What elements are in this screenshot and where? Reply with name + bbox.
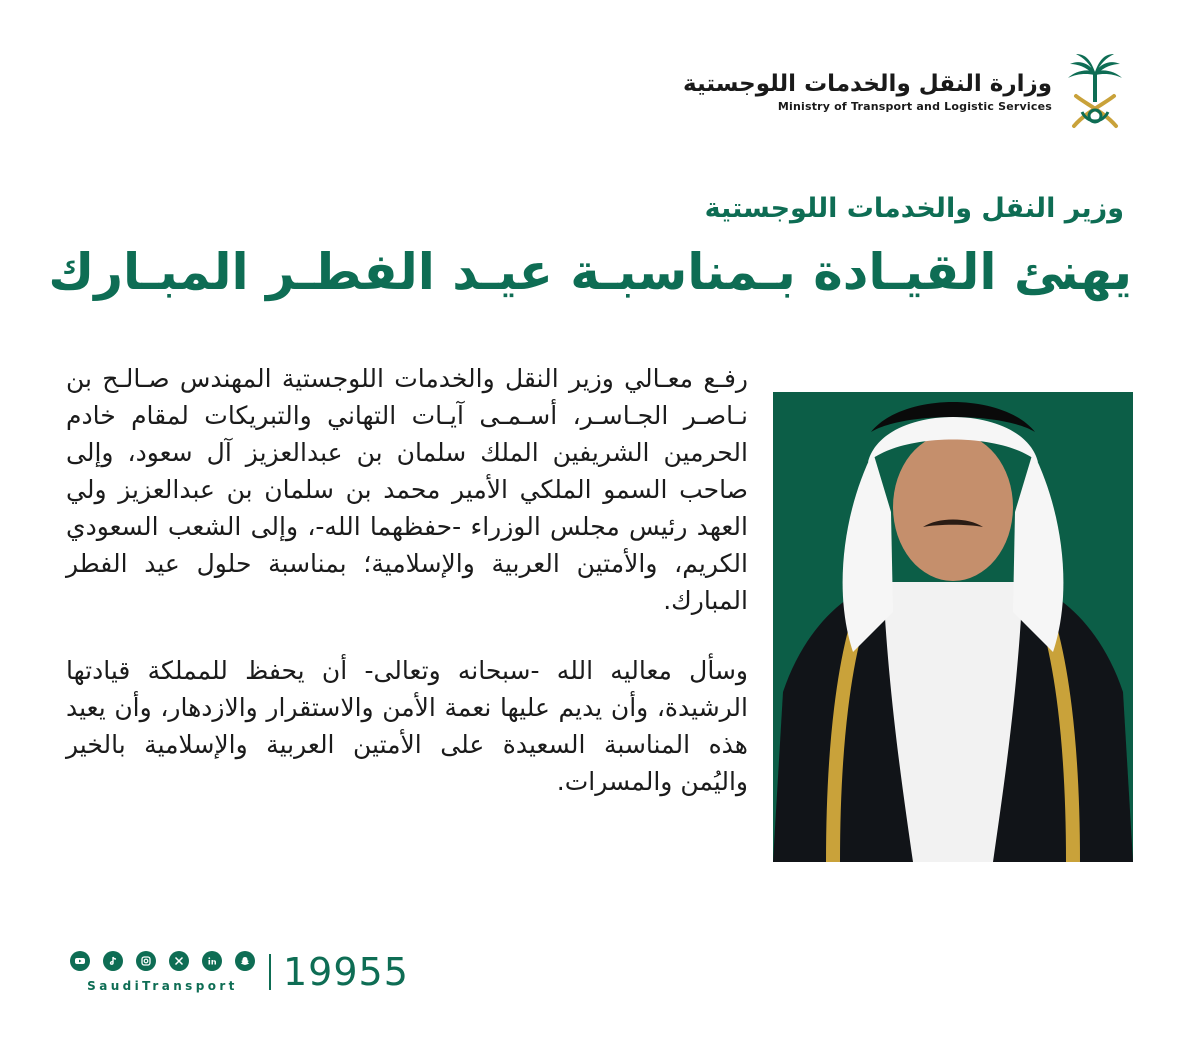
body-paragraph-2: وسأل معاليه الله -سبحانه وتعالى- أن يحفظ للمملكة قيادتها الرشيدة، وأن يديم عليها نعمة الأمن والاستقرار والازدهار، وأن يعيد هذه المناسبة السعيدة على الأمتين العربية والإسلامية بالخير واليُمن والمسرات. <box>66 656 748 796</box>
palm-swords-emblem-icon <box>1066 52 1124 132</box>
minister-portrait-photo <box>773 392 1133 862</box>
body-paragraph-1: رفـع معـالي وزير النقل والخدمات اللوجستية المهندس صـالـح بن نـاصـر الجـاسـر، أسـمـى آيـات التهاني والتبريكات لمقام خادم الحرمين الشريفين الملك سلمان بن عبدالعزيز آل سعود، وإلى صاحب السمو الملكي الأمير محمد بن سلمان بن عبدالعزيز ولي العهد رئيس مجلس الوزراء -حفظهما الله-، وإلى الشعب السعودي الكريم، والأمتين العربية والإسلامية؛ بمناسبة حلول عيد الفطر المبارك. <box>66 364 748 615</box>
portrait-illustration <box>773 392 1133 862</box>
headline-title: يهنئ القيـادة بـمناسبـة عيـد الفطـر المبـارك <box>48 243 1132 301</box>
ministry-logo <box>683 52 1124 132</box>
social-links <box>70 951 255 993</box>
youtube-icon[interactable] <box>70 951 90 971</box>
social-handle: SaudiTransport <box>87 979 238 993</box>
footer-divider <box>269 954 271 990</box>
announcement-body <box>66 360 748 833</box>
instagram-icon[interactable] <box>136 951 156 971</box>
logo-text <box>683 71 1052 114</box>
headline-subtitle: وزير النقل والخدمات اللوجستية <box>704 193 1124 224</box>
hotline-number: 19955 <box>283 950 409 994</box>
ministry-name-arabic: وزارة النقل والخدمات اللوجستية <box>683 70 1052 97</box>
linkedin-icon[interactable] <box>202 951 222 971</box>
footer <box>70 950 409 994</box>
x-icon[interactable] <box>169 951 189 971</box>
tiktok-icon[interactable] <box>103 951 123 971</box>
snapchat-icon[interactable] <box>235 951 255 971</box>
ministry-name-english: Ministry of Transport and Logistic Services <box>777 100 1052 114</box>
